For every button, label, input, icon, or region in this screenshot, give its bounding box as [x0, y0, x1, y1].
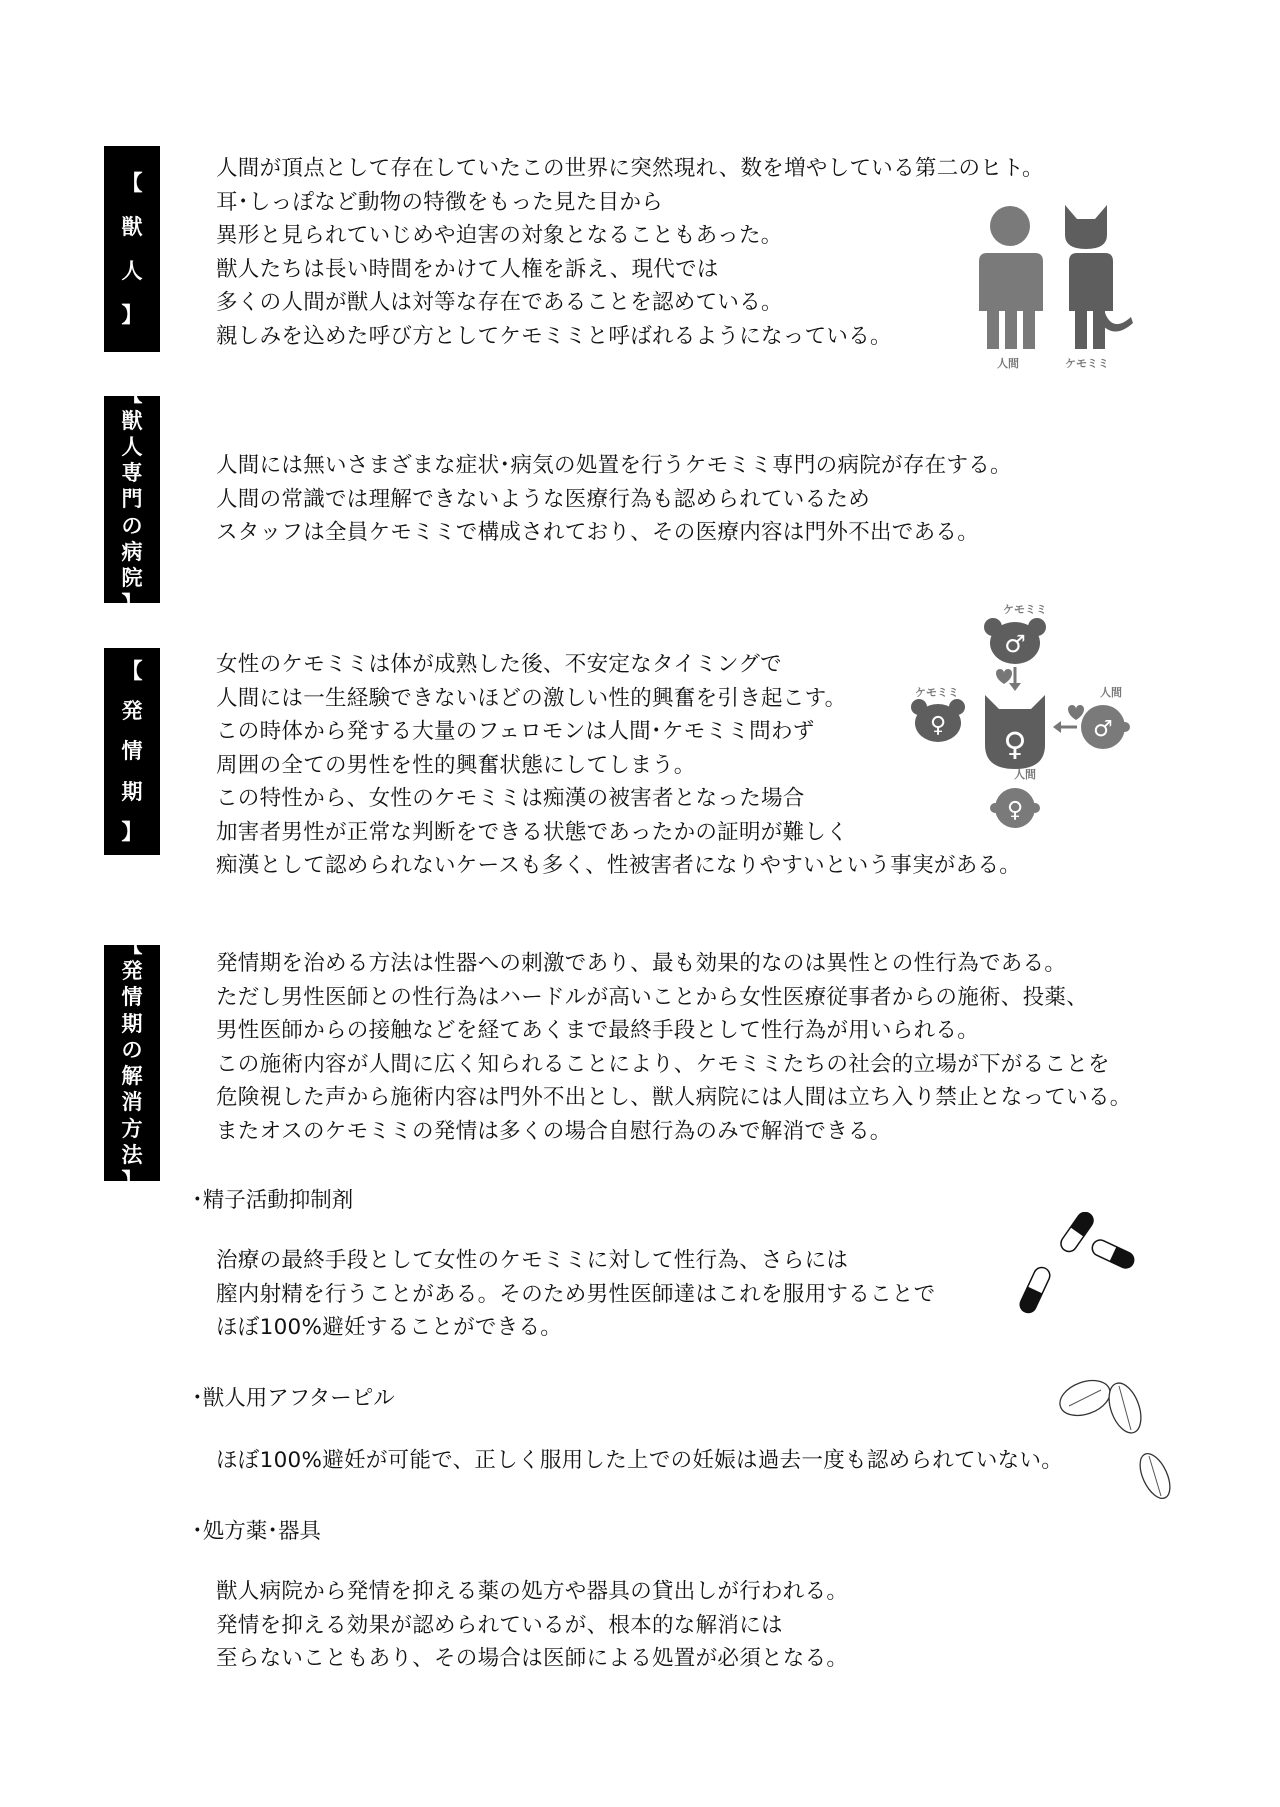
- estrus-diagram: [905, 615, 1145, 835]
- tag-char: 獣: [121, 214, 143, 239]
- text-line: 周囲の全ての男性を性的興奮状態にしてしまう。: [216, 752, 696, 778]
- text-line: 親しみを込めた呼び方としてケモミミと呼ばれるようになっている。: [216, 323, 892, 349]
- text-line: 治療の最終手段として女性のケモミミに対して性行為、さらには: [216, 1248, 849, 1273]
- kemomimi-figure-icon: [1055, 203, 1135, 350]
- text-line: 危険視した声から施術内容は門外不出とし、獣人病院には人間は立ち入り禁止となっている。: [216, 1085, 1132, 1110]
- tag-char: 院: [121, 566, 143, 591]
- text-line: この特性から、女性のケモミミは痴漢の被害者となった場合: [216, 786, 805, 811]
- male-symbol: ♂: [1093, 717, 1113, 742]
- kemomimi-female-cat-icon: [985, 695, 1045, 769]
- tag-char: 法: [121, 1142, 143, 1167]
- tag-char: 門: [121, 487, 143, 512]
- tag-char: 人: [121, 434, 143, 459]
- text-line: 獣人たちは長い時間をかけて人権を訴え、現代では: [216, 256, 719, 282]
- text-line: 獣人病院から発情を抑える薬の処方や器具の貸出しが行われる。: [216, 1579, 849, 1604]
- item-after-pill-text: [216, 1444, 1063, 1478]
- tag-char: 病: [121, 539, 143, 564]
- item-sperm-inhibitor-text: [216, 1244, 935, 1345]
- text-line: ただし男性医師との性行為はハードルが高いことから女性医療従事者からの施術、投薬、: [216, 984, 1089, 1010]
- diagram-left-label: ケモミミ: [915, 686, 959, 699]
- section-tag-resolution: [104, 932, 160, 1193]
- kemomimi-female-bear-icon: [911, 699, 965, 742]
- tag-char: 期: [121, 1011, 143, 1036]
- tag-char: 情: [121, 739, 143, 764]
- section-tag-estrus: [104, 648, 160, 855]
- tag-char: 】: [121, 303, 143, 328]
- tag-char: 【: [121, 658, 143, 683]
- tag-char: 】: [121, 1169, 143, 1193]
- tag-char: 【: [121, 170, 143, 195]
- tag-char: 【: [121, 932, 143, 957]
- item-title-after-pill: ･獣人用アフターピル: [192, 1386, 395, 1411]
- text-line: 発情期を治める方法は性器への刺激であり、最も効果的なのは異性との性行為である。: [216, 951, 1067, 976]
- female-symbol: ♀: [929, 713, 947, 738]
- text-line: 痴漢として認められないケースも多く、性被害者になりやすいという事実がある。: [216, 853, 1022, 878]
- human-male-head-icon: [1081, 705, 1130, 749]
- text-line: ほぼ100%避妊することができる。: [216, 1315, 563, 1340]
- text-line: 多くの人間が獣人は対等な存在であることを認めている。: [216, 290, 783, 315]
- heart-icon: [1068, 705, 1084, 720]
- tag-char: の: [121, 1037, 143, 1062]
- text-line: この施術内容が人間に広く知られることにより、ケモミミたちの社会的立場が下がることを: [216, 1051, 1110, 1077]
- tag-char: 期: [121, 779, 143, 804]
- tag-char: 発: [121, 959, 143, 983]
- text-line: 人間の常識では理解できないような医療行為も認められているため: [216, 486, 871, 512]
- tag-char: 情: [121, 985, 143, 1010]
- item-prescription-text: [216, 1575, 848, 1676]
- tablets-icon: [1055, 1376, 1180, 1506]
- text-line: 至らないこともあり、その場合は医師による処置が必須となる。: [216, 1646, 849, 1671]
- text-line: この時体から発する大量のフェロモンは人間･ケモミミ問わず: [216, 719, 815, 744]
- male-symbol: ♂: [1004, 630, 1026, 658]
- section-estrus-text: [216, 648, 1024, 883]
- text-line: 人間が頂点として存在していたこの世界に突然現れ、数を増やしている第二のヒト。: [216, 156, 1044, 181]
- section-hospital-text: [216, 449, 1012, 550]
- human-label: 人間: [997, 357, 1019, 370]
- tag-char: 【: [121, 382, 143, 407]
- tag-char: 専: [121, 461, 143, 486]
- item-title-prescription: ･処方薬･器具: [192, 1519, 322, 1544]
- tag-char: 解: [121, 1064, 143, 1088]
- diagram-top-label: ケモミミ: [1003, 603, 1047, 616]
- text-line: ほぼ100%避妊が可能で、正しく服用した上での妊娠は過去一度も認められていない。: [216, 1448, 1064, 1473]
- text-line: 人間には無いさまざまな症状･病気の処置を行うケモミミ専門の病院が存在する。: [216, 453, 1012, 478]
- text-line: 男性医師からの接触などを経てあくまで最終手段として性行為が用いられる。: [216, 1018, 980, 1043]
- text-line: 耳･しっぽなど動物の特徴をもった見た目から: [216, 189, 664, 215]
- text-line: 発情を抑える効果が認められているが、根本的な解消には: [216, 1612, 783, 1638]
- human-figure-icon: [975, 205, 1045, 350]
- text-line: スタッフは全員ケモミミで構成されており、その医療内容は門外不出である。: [216, 520, 980, 545]
- tag-char: 獣: [121, 408, 143, 433]
- text-line: 加害者男性が正常な判断をできる状態であったかの証明が難しく: [216, 819, 848, 845]
- kemomimi-label: ケモミミ: [1065, 357, 1109, 370]
- female-symbol: ♀: [1006, 798, 1024, 823]
- capsules-icon: [1015, 1212, 1150, 1317]
- section-tag-kemono: [104, 146, 160, 352]
- tag-char: 消: [121, 1090, 143, 1115]
- text-line: 異形と見られていじめや迫害の対象となることもあった。: [216, 223, 783, 248]
- section-resolution-text: [216, 947, 1132, 1148]
- text-line: 女性のケモミミは体が成熟した後、不安定なタイミングで: [216, 652, 782, 677]
- diagram-right-label: 人間: [1100, 686, 1122, 699]
- text-line: またオスのケモミミの発情は多くの場合自慰行為のみで解消できる。: [216, 1118, 892, 1144]
- section-tag-hospital: [104, 382, 160, 617]
- kemomimi-male-bear-icon: [984, 618, 1046, 664]
- text-line: 膣内射精を行うことがある。そのため男性医師達はこれを服用することで: [216, 1281, 936, 1307]
- tag-char: 方: [121, 1116, 143, 1141]
- diagram-bottom-label: 人間: [1014, 768, 1036, 781]
- female-symbol: ♀: [1003, 725, 1027, 763]
- tag-char: 】: [121, 592, 143, 617]
- tag-char: 】: [121, 819, 143, 844]
- section-kemono-text: [216, 152, 1044, 353]
- tag-char: 人: [121, 259, 143, 283]
- text-line: 人間には一生経験できないほどの激しい性的興奮を引き起こす。: [216, 685, 847, 711]
- tag-char: 発: [121, 699, 143, 724]
- tag-char: の: [121, 513, 143, 538]
- heart-icon: [996, 669, 1012, 684]
- item-title-sperm-inhibitor: ･精子活動抑制剤: [192, 1188, 354, 1213]
- human-female-head-icon: [990, 788, 1040, 828]
